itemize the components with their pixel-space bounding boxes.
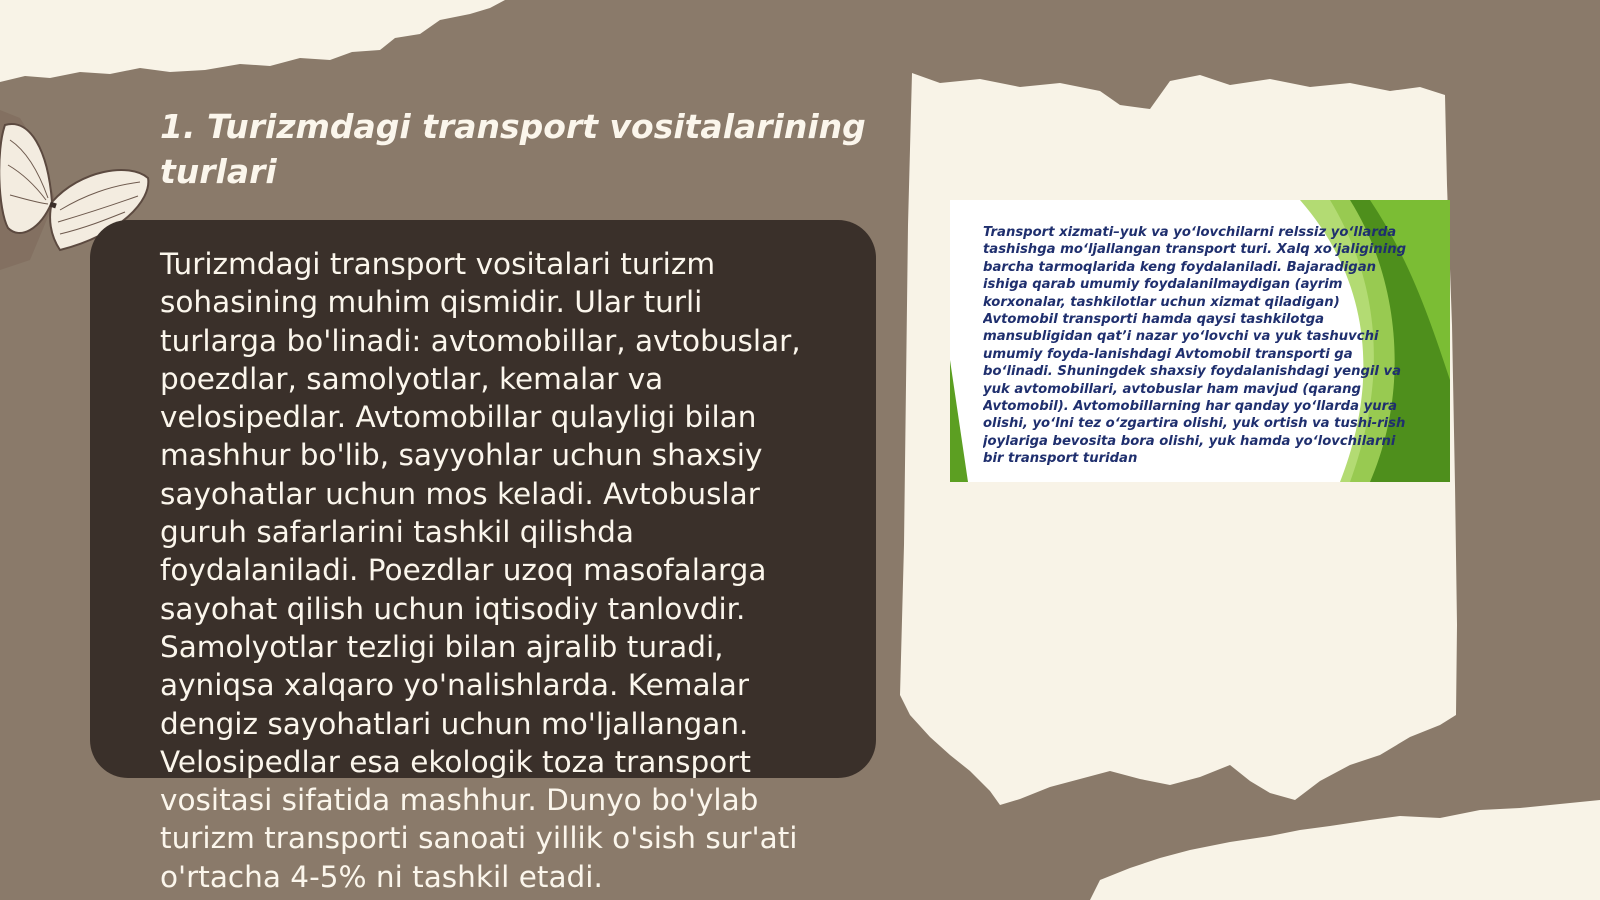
- body-text: Turizmdagi transport vositalari turizm sohasining muhim qismidir. Ular turli turlarga bo'linadi: avtomobillar, avtobuslar, poezdlar, samolyotlar, kemalar va velosipedlar. Avtomobillar qulayligi bilan mashhur bo'lib, sayyohlar uchun shaxsiy sayohatlar uchun mos keladi. Avtobuslar guruh safarlarini tashkil qilishda foydalaniladi. Poezdlar uzoq masofalarga sayohat qilish uchun iqtisodiy tanlovdir. Samolyotlar tezligi bilan ajralib turadi, ayniqsa xalqaro yo'nalishlarda. Kemalar dengiz sayohatlari uchun mo'ljallangan. Velosipedlar esa ekologik toza transport vositasi sifatida mashhur. Dunyo bo'ylab turizm transporti sanoati yillik o'sish sur'ati o'rtacha 4-5% ni tashkil etadi.: [160, 247, 801, 894]
- inset-image: [950, 200, 1450, 482]
- top-left-paper-strip: [0, 0, 505, 82]
- inset-text: Transport xizmati–yuk va yoʻlovchilarni relssiz yoʻllarda tashishga moʻljallangan transport turi. Xalq xoʻjaligining barcha tarmoqlarida keng foydalaniladi. Bajaradigan ishiga qarab umumiy foydalanilmaydigan (ayrim korxonalar, tashkilotlar uchun xizmat qiladigan) Avtomobil transporti hamda qaysi tashkilotga mansubligidan qatʼi nazar yoʻlovchi va yuk tashuvchi umumiy foyda-lanishdagi Avtomobil transporti ga boʻlinadi. Shuningdek shaxsiy foydalanishdagi yengil va yuk avtomobillari, avtobuslar ham mavjud (qarang Avtomobil). Avtomobillarning har qanday yoʻllarda yura olishi, yoʻlni tez oʻzgartira olishi, yuk ortish va tushi-rish joylariga bevosita bora olishi, yuk hamda yoʻlovchilarni bir transport turidan: [983, 225, 1407, 467]
- slide-title: 1. Turizmdagi transport vositalarining turlari: [160, 107, 866, 191]
